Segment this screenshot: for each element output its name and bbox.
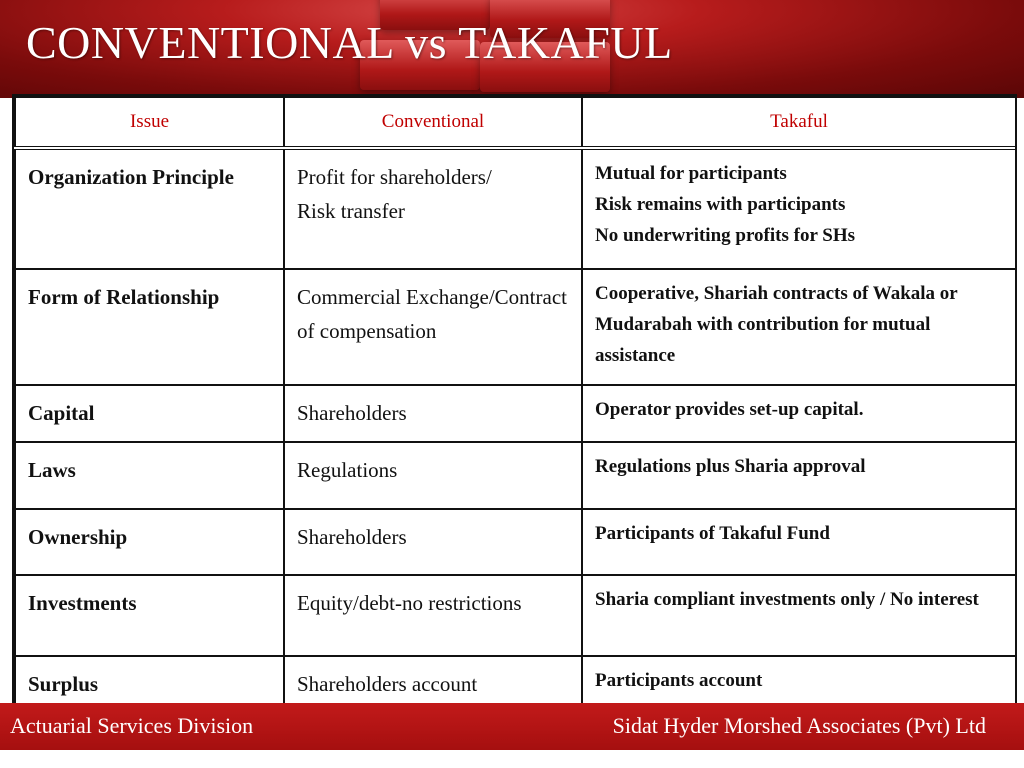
- takaful-cell: [582, 385, 1016, 442]
- issue-cell: Form of Relationship: [15, 269, 284, 385]
- conventional-line: Regulations: [297, 458, 398, 482]
- conventional-line: Equity/debt-no restrictions: [297, 591, 522, 615]
- takaful-line: Participants account: [595, 670, 763, 691]
- takaful-line: Regulations plus Sharia approval: [595, 456, 866, 477]
- conventional-line: Shareholders: [297, 525, 407, 549]
- takaful-cell: [582, 442, 1016, 509]
- comparison-table: [12, 94, 1017, 715]
- issue-cell: Capital: [15, 385, 284, 442]
- conventional-line: Shareholders: [297, 401, 407, 425]
- conventional-cell: [284, 269, 582, 385]
- takaful-cell: [582, 148, 1016, 269]
- issue-cell: Investments: [15, 575, 284, 656]
- conventional-line: Profit for shareholders/: [297, 165, 492, 189]
- header-banner: [0, 0, 1024, 98]
- footer-company: Sidat Hyder Morshed Associates (Pvt) Ltd: [612, 713, 986, 738]
- conventional-line: Risk transfer: [297, 199, 405, 223]
- takaful-line: Cooperative, Shariah contracts of Wakala or Mudarabah with contribution for mutual assistance: [595, 283, 958, 366]
- conventional-line: Commercial Exchange/Contract of compensation: [297, 285, 567, 343]
- takaful-line: Operator provides set-up capital.: [595, 399, 864, 420]
- table-row: [15, 148, 1016, 269]
- takaful-line: Sharia compliant investments only / No interest: [595, 589, 979, 610]
- header-conventional: Conventional: [284, 97, 582, 148]
- table-row: [15, 385, 1016, 442]
- takaful-line: Mutual for participants: [595, 163, 787, 184]
- takaful-line: No underwriting profits for SHs: [595, 225, 856, 246]
- issue-cell: Surplus: [15, 656, 284, 712]
- bottom-strip: [0, 750, 1024, 768]
- issue-cell: Ownership: [15, 509, 284, 575]
- takaful-cell: [582, 509, 1016, 575]
- conventional-cell: [284, 148, 582, 269]
- table-row: [15, 509, 1016, 575]
- takaful-cell: [582, 575, 1016, 656]
- conventional-cell: [284, 509, 582, 575]
- footer-division: Actuarial Services Division: [10, 713, 254, 738]
- issue-cell: Organization Principle: [15, 148, 284, 269]
- footer-bar: [0, 703, 1024, 750]
- conventional-line: Shareholders account: [297, 672, 478, 696]
- conventional-cell: [284, 385, 582, 442]
- takaful-line: Participants of Takaful Fund: [595, 523, 830, 544]
- header-issue: Issue: [15, 97, 284, 148]
- header-takaful: Takaful: [582, 97, 1016, 148]
- table-row: [15, 575, 1016, 656]
- conventional-cell: [284, 575, 582, 656]
- page-title: CONVENTIONAL vs TAKAFUL: [26, 17, 673, 68]
- issue-cell: Laws: [15, 442, 284, 509]
- table-row: [15, 442, 1016, 509]
- table-row: [15, 269, 1016, 385]
- takaful-cell: [582, 269, 1016, 385]
- conventional-cell: [284, 442, 582, 509]
- takaful-line: Risk remains with participants: [595, 194, 846, 215]
- table-header-row: [15, 97, 1016, 148]
